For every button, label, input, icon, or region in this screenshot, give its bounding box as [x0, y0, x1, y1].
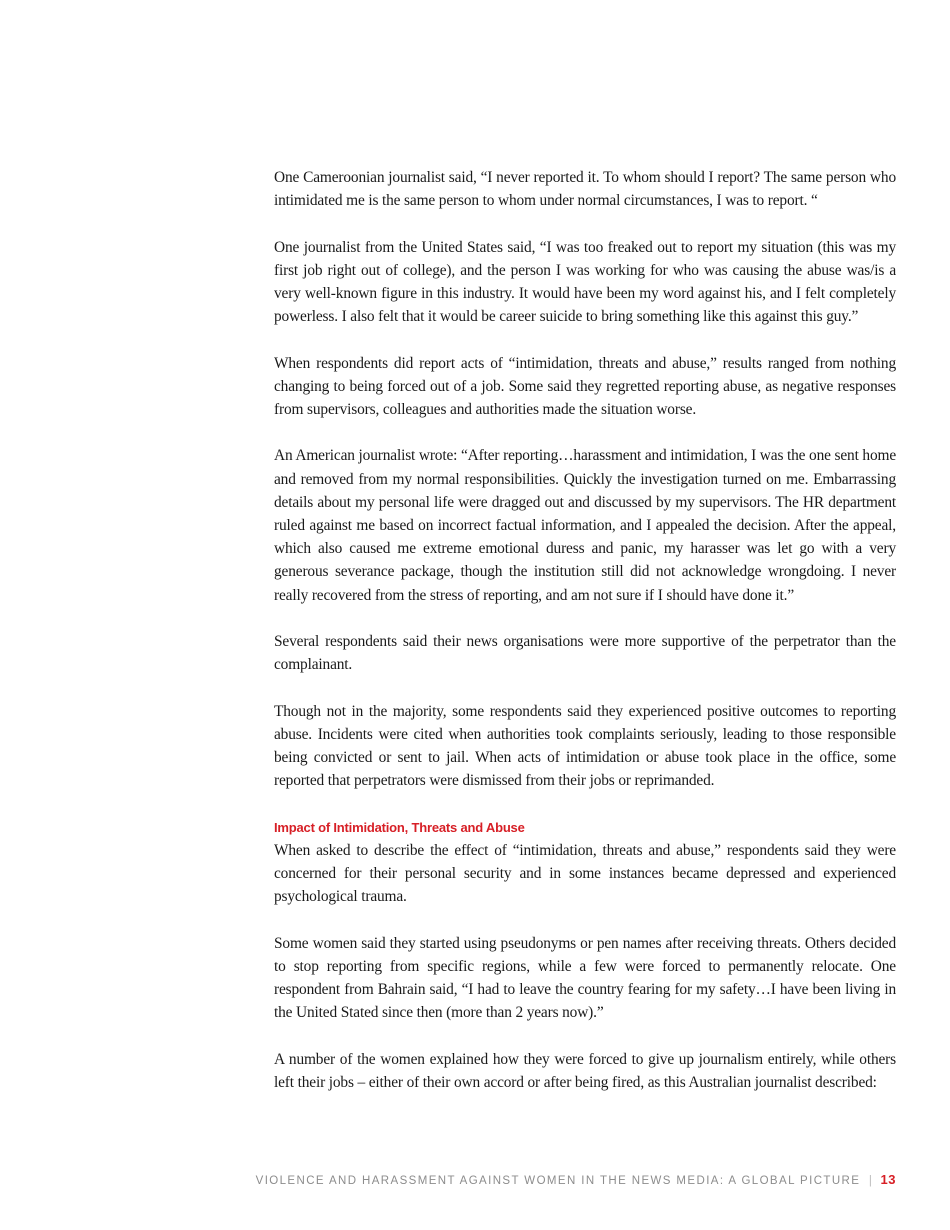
paragraph: A number of the women explained how they were forced to give up journalism entirely, while others left their jobs – either of their own accord or after being fired, as this Australian journalist described: — [274, 1050, 896, 1091]
paragraph: Though not in the majority, some respondents said they experienced positive outcomes to reporting abuse. Incidents were cited when authorities took complaints seriously, leading to those responsible being convicted or sent to jail. When acts of intimidation or abuse took place in the office, some reported that perpetrators were dismissed from their jobs or reprimanded. — [274, 702, 896, 790]
paragraph: One Cameroonian journalist said, “I never reported it. To whom should I report? The same person who intimidated me is the same person to whom under normal circumstances, I was to report. “ — [274, 169, 896, 210]
paragraph: Several respondents said their news organisations were more supportive of the perpetrator than the complainant. — [274, 633, 896, 674]
page-footer — [256, 1172, 896, 1189]
paragraph: When asked to describe the effect of “intimidation, threats and abuse,” respondents said they were concerned for their personal security and in some instances became depressed and experienced psychological trauma. — [274, 841, 896, 906]
section-heading: Impact of Intimidation, Threats and Abuse — [274, 819, 525, 835]
paragraph: When respondents did report acts of “intimidation, threats and abuse,” results ranged from nothing changing to being forced out of a job. Some said they regretted reporting abuse, as negative responses from supervisors, colleagues and authorities made the situation worse. — [274, 354, 896, 418]
paragraph: An American journalist wrote: “After reporting…harassment and intimidation, I was the one sent home and removed from my normal responsibilities. Quickly the investigation turned on me. Embarrassing details about my personal life were dragged out and discussed by my supervisors. The HR department ruled against me based on incorrect factual information, and I appealed the decision. After the appeal, which also caused me extreme emotional duress and panic, my harasser was let go with a very generous severance package, though the institution still did not acknowledge wrongdoing. I never really recovered from the stress of reporting, and am not sure if I should have done it.” — [274, 447, 896, 604]
paragraph: Some women said they started using pseudonyms or pen names after receiving threats. Others decided to stop reporting from specific regions, while a few were forced to permanently relocate. One respondent from Bahrain said, “I had to leave the country fearing for my safety…I have been living in the United Stated since then (more than 2 years now).” — [274, 934, 896, 1022]
paragraph: One journalist from the United States said, “I was too freaked out to report my situation (this was my first job right out of college), and the person I was working for who was causing the abuse was/is a very well-known figure in this industry. It would have been my word against his, and I felt completely powerless. I also felt that it would be career suicide to bring something like this against this guy.” — [274, 238, 896, 326]
page-number: 13 — [880, 1172, 896, 1187]
body-column — [274, 166, 896, 1117]
footer-separator: | — [868, 1175, 872, 1187]
running-title: VIOLENCE AND HARASSMENT AGAINST WOMEN IN THE NEWS MEDIA: A GLOBAL PICTURE — [255, 1175, 861, 1187]
